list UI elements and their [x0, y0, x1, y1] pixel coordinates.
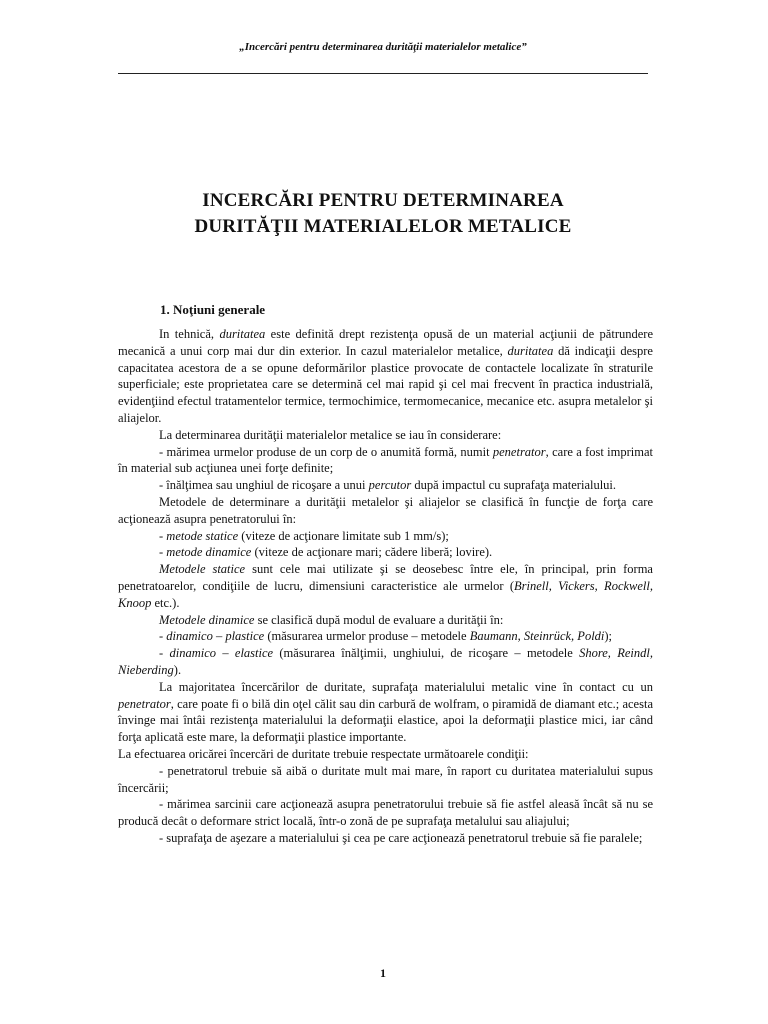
list-item-dynamic-elastic: - dinamico – elastice (măsurarea înălţimii, unghiului, de ricoşare – metodele Shore, Reindl, Nieberding). — [118, 646, 653, 677]
title-line-1: INCERCĂRI PENTRU DETERMINAREA — [202, 190, 564, 211]
list-item-dynamic-methods: - metode dinamice (viteze de acţionare mari; cădere liberă; lovire). — [159, 545, 493, 560]
list-item-condition-hardness: - penetratorul trebuie să aibă o duritate mult mai mare, în raport cu duritatea materialului supus încercării; — [118, 763, 653, 795]
section-heading: 1. Noţiuni generale — [160, 302, 266, 317]
page-number: 1 — [380, 966, 386, 980]
paragraph-considerations: La determinarea durităţii materialelor metalice se iau în considerare: — [159, 427, 502, 442]
paragraph-dynamic-methods: Metodele dinamice se clasifică după modul de evaluare a durităţii în: — [159, 612, 504, 627]
paragraph-classification: Metodele de determinare a durităţii metalelor şi aliajelor se clasifică în funcţie de forţa care acţionează asupra penetratorului în: — [118, 494, 653, 526]
document-body — [118, 326, 653, 847]
header-rule — [118, 73, 648, 74]
list-item-condition-surface: - suprafaţa de aşezare a materialului şi cea pe care acţionează penetratorul trebuie să fie paralele; — [159, 830, 643, 845]
list-item-static-methods: - metode statice (viteze de acţionare limitate sub 1 mm/s); — [159, 528, 449, 543]
paragraph-conditions: La efectuarea oricărei încercări de duritate trebuie respectate următoarele condiţii: — [118, 746, 529, 761]
paragraph-definition: In tehnică, duritatea este definită drept rezistenţa opusă de un material acţiunii de pătrundere mecanică a unui corp mai dur din exterior. In cazul materialelor metalice, duritatea dă indicaţii despre capacitatea acestora de a se opune deformărilor plastice provocate de contactele localizate în straturile superficiale; este proprietatea care se determină cel mai rapid şi cel mai frecvent în practica industrială, evidenţiind efectul tratamentelor termice, termochimice, termomecanice, mecanice etc. asupra metalelor şi aliajelor. — [118, 327, 653, 425]
document-title — [118, 188, 648, 240]
list-item-percutor: - înălţimea sau unghiul de ricoşare a unui percutor după impactul cu suprafaţa materialului. — [159, 478, 617, 493]
list-item-dynamic-plastic: - dinamico – plastice (măsurarea urmelor produse – metodele Baumann, Steinrück, Poldi); — [159, 629, 613, 644]
running-header: „Incercări pentru determinarea durităţii materialelor metalice” — [239, 41, 527, 53]
paragraph-contact: La majoritatea încercărilor de duritate, suprafaţa materialului metalic vine în contact cu un penetrator, care poate fi o bilă din oţel călit sau din carbură de wolfram, o piramidă de diamant etc.; acesta învinge mai întâi rezistenţa materialului la deformaţii elastice, apoi la deformaţii plastice mici, iar când forţa aplicată este mare, la deformaţii plastice importante. — [118, 679, 653, 745]
list-item-penetrator: - mărimea urmelor produse de un corp de o anumită formă, numit penetrator, care a fost imprimat în material sub acţiunea unei forţe definite; — [118, 444, 654, 476]
title-line-2: DURITĂŢII MATERIALELOR METALICE — [194, 216, 572, 237]
list-item-condition-load: - mărimea sarcinii care acţionează asupra penetratorului trebuie să fie astfel aleasă încât să nu se producă decât o deformare strict locală, într-o zonă de pe suprafaţa metalului sau aliajului; — [118, 797, 653, 829]
paragraph-static-methods: Metodele statice sunt cele mai utilizate şi se deosebesc între ele, în principal, prin forma penetratoarelor, condiţiile de lucru, dimensiuni caracteristice ale urmelor (Brinell, Vickers, Rockwell, Knoop etc.). — [118, 562, 653, 610]
